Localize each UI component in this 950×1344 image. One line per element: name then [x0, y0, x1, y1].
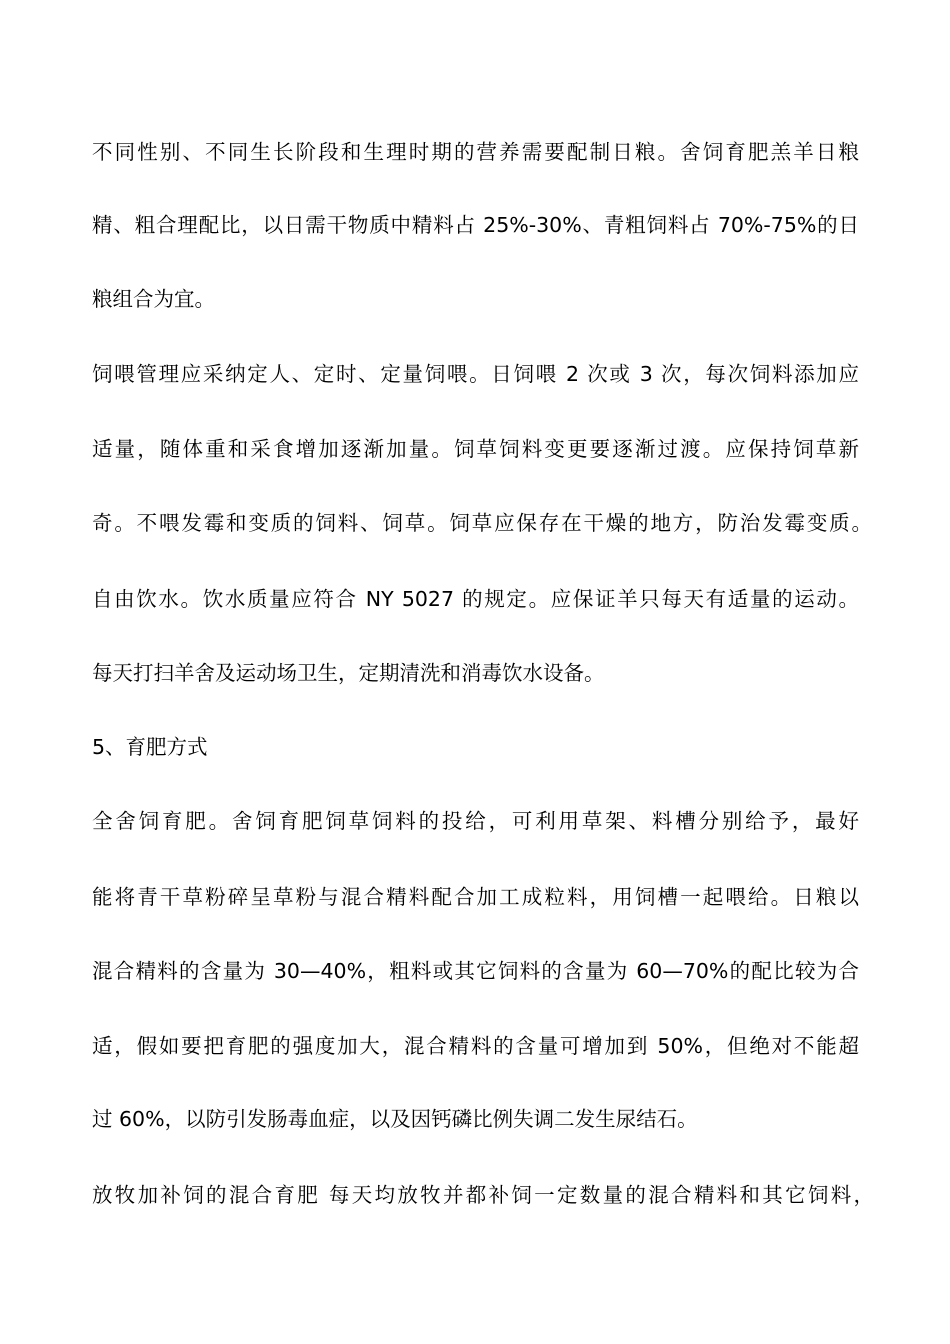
text-line-14: 放牧加补饲的混合育肥 每天均放牧并都补饲一定数量的混合精料和其它饲料， [92, 1183, 874, 1207]
text-line-1: 不同性别、不同生长阶段和生理时期的营养需要配制日粮。舍饲育肥羔羊日粮 [92, 140, 859, 164]
text-line-7: 自由饮水。饮水质量应符合 NY 5027 的规定。应保证羊只每天有适量的运动。 [92, 587, 859, 611]
text-line-2: 精、粗合理配比，以日需干物质中精料占 25%-30%、青粗饲料占 70%-75%的日 [92, 213, 859, 237]
text-line-3: 粮组合为宜。 [92, 287, 215, 311]
text-line-12: 适，假如要把育肥的强度加大，混合精料的含量可增加到 50%，但绝对不能超 [92, 1034, 859, 1058]
text-line-6: 奇。不喂发霉和变质的饲料、饲草。饲草应保存在干燥的地方，防治发霉变质。 [92, 511, 872, 535]
text-line-11: 混合精料的含量为 30—40%，粗料或其它饲料的含量为 60—70%的配比较为合 [92, 959, 859, 983]
section-heading: 5、育肥方式 [92, 735, 208, 759]
text-line-8: 每天打扫羊舍及运动场卫生，定期清洗和消毒饮水设备。 [92, 661, 605, 685]
text-line-13: 过 60%，以防引发肠毒血症，以及因钙磷比例失调二发生尿结石。 [92, 1107, 698, 1131]
text-line-9: 全舍饲育肥。舍饲育肥饲草饲料的投给，可利用草架、料槽分别给予，最好 [92, 809, 859, 833]
text-line-10: 能将青干草粉碎呈草粉与混合精料配合加工成粒料，用饲槽一起喂给。日粮以 [92, 885, 859, 909]
text-line-4: 饲喂管理应采纳定人、定时、定量饲喂。日饲喂 2 次或 3 次，每次饲料添加应 [92, 362, 859, 386]
text-line-5: 适量，随体重和采食增加逐渐加量。饲草饲料变更要逐渐过渡。应保持饲草新 [92, 437, 859, 461]
